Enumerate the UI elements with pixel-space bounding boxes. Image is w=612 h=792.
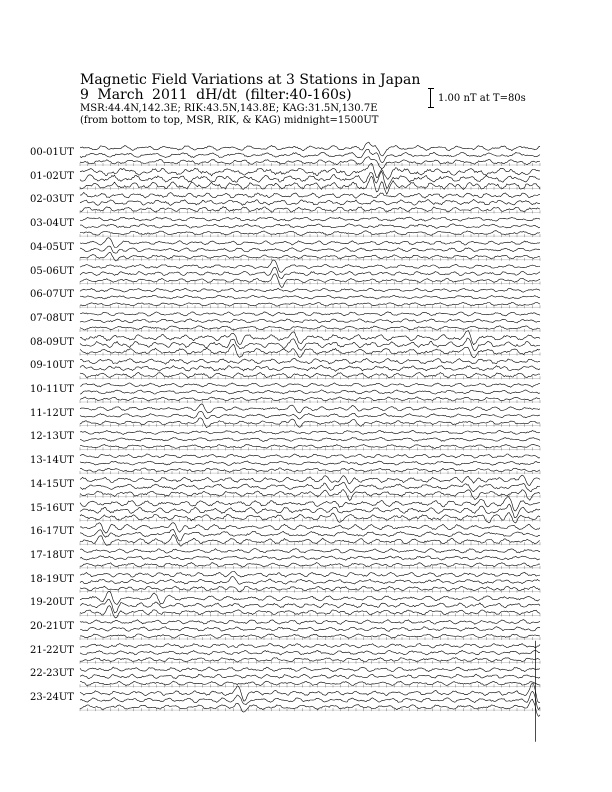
hour-label: 09-10UT bbox=[30, 360, 74, 372]
hour-label: 05-06UT bbox=[30, 265, 74, 277]
hour-label: 16-17UT bbox=[30, 526, 74, 538]
hour-label: 15-16UT bbox=[30, 502, 74, 514]
trace-kag-18-19ut bbox=[80, 572, 540, 578]
hour-label: 21-22UT bbox=[30, 644, 74, 656]
trace-rik-20-21ut bbox=[80, 627, 540, 632]
chart-title: Magnetic Field Variations at 3 Stations in Japan bbox=[80, 72, 421, 88]
trace-msr-01-02ut bbox=[80, 176, 540, 194]
hour-label: 07-08UT bbox=[30, 312, 74, 324]
hour-label: 10-11UT bbox=[30, 384, 74, 395]
trace-kag-21-22ut bbox=[80, 643, 540, 648]
chart-date-filter: 9 March 2011 dH/dt (filter:40-160s) bbox=[80, 87, 352, 103]
trace-kag-20-21ut bbox=[80, 620, 540, 625]
trace-kag-15-16ut bbox=[80, 496, 540, 511]
hour-label: 17-18UT bbox=[30, 549, 74, 561]
trace-rik-13-14ut bbox=[80, 461, 540, 465]
hour-label: 13-14UT bbox=[30, 455, 74, 467]
hour-label: 20-21UT bbox=[30, 621, 74, 632]
trace-kag-13-14ut bbox=[80, 454, 540, 458]
hour-label: 03-04UT bbox=[30, 218, 74, 230]
trace-rik-05-06ut bbox=[80, 267, 540, 278]
hour-label: 04-05UT bbox=[30, 241, 74, 253]
trace-kag-04-05ut bbox=[80, 238, 540, 248]
trace-kag-10-11ut bbox=[80, 383, 540, 387]
trace-kag-12-13ut bbox=[80, 431, 540, 435]
trace-rik-14-15ut bbox=[80, 482, 540, 493]
trace-kag-07-08ut bbox=[80, 312, 540, 316]
trace-kag-09-10ut bbox=[80, 358, 540, 364]
hour-label: 02-03UT bbox=[30, 194, 74, 206]
trace-msr-05-06ut bbox=[80, 274, 540, 288]
trace-rik-15-16ut bbox=[80, 504, 540, 518]
scale-label: 1.00 nT at T=80s bbox=[438, 93, 526, 104]
trace-rik-03-04ut bbox=[80, 224, 540, 229]
trace-kag-19-20ut bbox=[80, 591, 540, 604]
trace-kag-17-18ut bbox=[80, 549, 540, 554]
trace-rik-02-03ut bbox=[80, 199, 540, 205]
hour-label: 23-24UT bbox=[30, 692, 74, 704]
trace-rik-11-12ut bbox=[80, 411, 540, 419]
hour-label: 11-12UT bbox=[30, 407, 74, 419]
trace-rik-09-10ut bbox=[80, 365, 540, 371]
trace-kag-22-23ut bbox=[80, 667, 540, 672]
trace-kag-03-04ut bbox=[80, 217, 540, 221]
trace-kag-05-06ut bbox=[80, 260, 540, 272]
trace-kag-16-17ut bbox=[80, 523, 540, 533]
trace-kag-00-01ut bbox=[80, 142, 540, 156]
trace-rik-12-13ut bbox=[80, 438, 540, 442]
hour-label: 18-19UT bbox=[30, 573, 74, 585]
trace-kag-14-15ut bbox=[80, 475, 540, 485]
hour-label: 19-20UT bbox=[30, 597, 74, 609]
trace-rik-07-08ut bbox=[80, 319, 540, 323]
trace-rik-06-07ut bbox=[80, 295, 540, 299]
trace-rik-04-05ut bbox=[80, 246, 540, 253]
trace-msr-00-01ut bbox=[80, 157, 540, 169]
hour-label: 06-07UT bbox=[30, 289, 74, 301]
trace-msr-23-24ut bbox=[80, 699, 540, 716]
trace-rik-18-19ut bbox=[80, 576, 540, 584]
trace-kag-02-03ut bbox=[80, 192, 540, 198]
trace-order-note: (from bottom to top, MSR, RIK, & KAG) midnight=1500UT bbox=[80, 115, 379, 126]
hour-label: 08-09UT bbox=[30, 336, 74, 348]
hour-label: 00-01UT bbox=[30, 147, 74, 158]
hour-label: 14-15UT bbox=[30, 478, 74, 490]
station-coordinates: MSR:44.4N,142.3E; RIK:43.5N,143.8E; KAG:31.5N,130.7E bbox=[80, 103, 378, 114]
trace-kag-06-07ut bbox=[80, 288, 540, 292]
hour-label: 01-02UT bbox=[30, 170, 74, 182]
trace-rik-10-11ut bbox=[80, 390, 540, 394]
trace-kag-11-12ut bbox=[80, 404, 540, 413]
trace-rik-21-22ut bbox=[80, 650, 540, 655]
trace-rik-22-23ut bbox=[80, 674, 540, 679]
trace-rik-16-17ut bbox=[80, 529, 540, 541]
hour-label: 12-13UT bbox=[30, 431, 74, 443]
trace-rik-17-18ut bbox=[80, 556, 540, 560]
trace-rik-00-01ut bbox=[80, 149, 540, 162]
hour-label: 22-23UT bbox=[30, 668, 74, 680]
